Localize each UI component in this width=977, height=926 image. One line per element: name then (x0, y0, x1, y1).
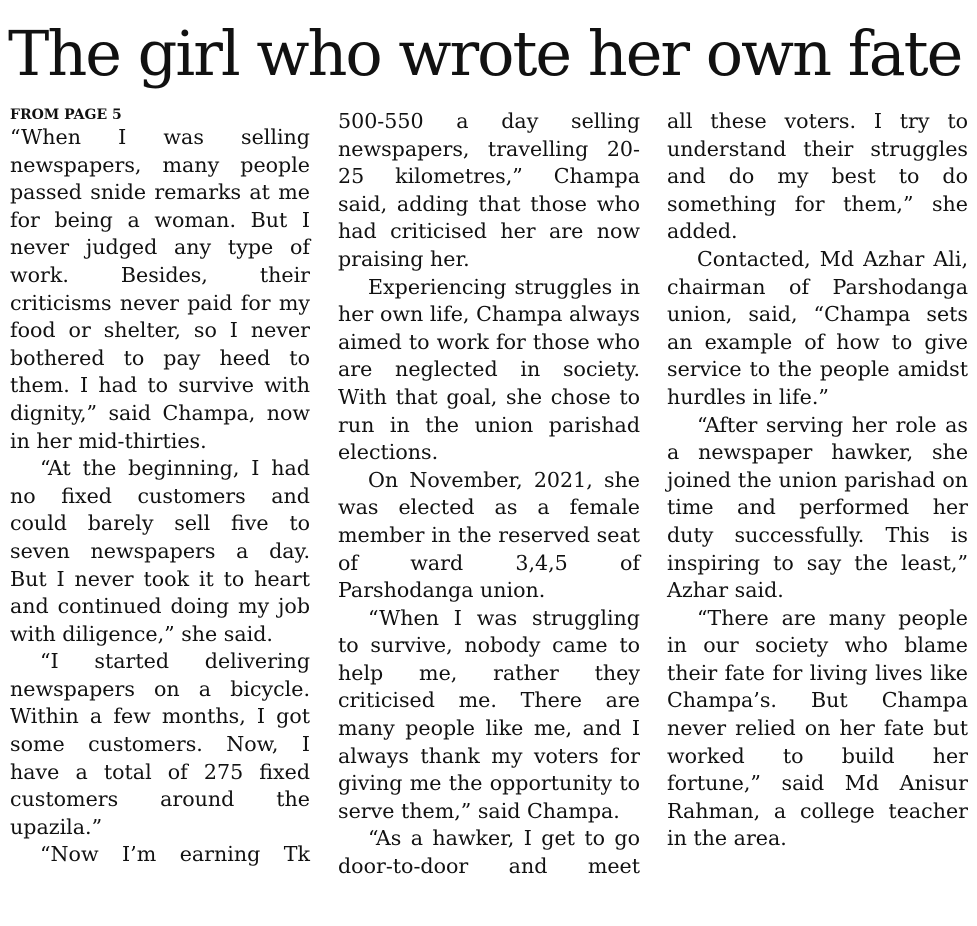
article-column-2 (338, 108, 640, 881)
paragraph: Contacted, Md Azhar Ali, chairman of Parshodanga union, said, “Champa sets an example of how to give service to the people amidst hurdles in life.” (667, 246, 968, 409)
paragraph: “At the beginning, I had no fixed customers and could barely sell five to seven newspapers a day. But I never took it to heart and continued doing my job with diligence,” she said. (10, 456, 310, 646)
paragraph: “I started delivering newspapers on a bicycle. Within a few months, I got some customers. Now, I have a total of 275 fixed customers around the upazila.” (10, 649, 310, 839)
paragraph: “When I was selling newspapers, many people passed snide remarks at me for being a woman. But I never judged any type of work. Besides, their criticisms never paid for my food or shelter, so I never bothered to pay heed to them. I had to survive with dignity,” said Champa, now in her mid-thirties. (10, 125, 310, 453)
paragraph: “Now I’m earning Tk (40, 842, 310, 867)
article-column-1 (10, 104, 310, 869)
paragraph: On November, 2021, she was elected as a female member in the reserved seat of ward 3,4,5 of Parshodanga union. (338, 467, 640, 603)
paragraph: Experiencing struggles in her own life, Champa always aimed to work for those who are neglected in society. With that goal, she chose to run in the union parishad elections. (338, 274, 640, 465)
paragraph: 500-550 a day selling newspapers, travelling 20-25 kilometres,” Champa said, adding that those who had criticised her are now praising her. (338, 109, 640, 271)
headline: The girl who wrote her own fate (8, 17, 962, 90)
paragraph: all these voters. I try to understand their struggles and do my best to do something for them,” she added. (667, 109, 968, 244)
article-column-3 (667, 108, 968, 853)
paragraph: “As a hawker, I get to go door-to-door and meet (338, 826, 640, 879)
paragraph: “When I was struggling to survive, nobody came to help me, rather they criticised me. There are many people like me, and I always thank my voters for giving me the opportunity to serve them,” said Champa. (338, 605, 640, 823)
paragraph: “After serving her role as a newspaper hawker, she joined the union parishad on time and performed her duty successfully. This is inspiring to say the least,” Azhar said. (667, 412, 968, 603)
continuation-kicker: FROM PAGE 5 (10, 107, 122, 123)
paragraph: “There are many people in our society who blame their fate for living lives like Champa’s. But Champa never relied on her fate but worked to build her fortune,” said Md Anisur Rahman, a college teacher in the area. (667, 605, 968, 851)
